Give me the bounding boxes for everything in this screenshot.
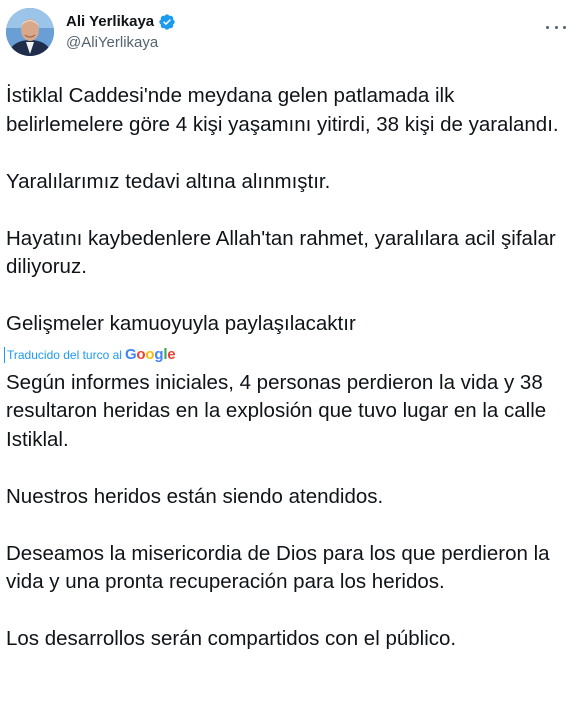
- original-text: [6, 82, 576, 339]
- display-name-row: [66, 12, 176, 32]
- translation-label: Traducido del turco al: [7, 347, 122, 362]
- translated-paragraph: Deseamos la misericordia de Dios para los que perdieron la vida y una pronta recuperación para los heridos.: [6, 541, 550, 593]
- original-paragraph: Yaralılarımız tedavi altına alınmıştır.: [6, 169, 331, 193]
- author-block: [66, 12, 176, 53]
- more-dot-icon: [563, 26, 566, 29]
- translation-attribution[interactable]: [4, 345, 576, 365]
- original-paragraph: Gelişmeler kamuoyuyla paylaşılacaktır: [6, 312, 356, 335]
- translated-paragraph: Según informes iniciales, 4 personas perdieron la vida y 38 resultaron heridas en la explosión que tuvo lugar en la calle Istiklal.: [6, 370, 547, 451]
- translation-divider: [4, 347, 5, 363]
- verified-badge-icon: [158, 13, 176, 31]
- tweet-header: [6, 8, 578, 64]
- original-paragraph: İstiklal Caddesi'nde meydana gelen patlamada ilk belirlemelere göre 4 kişi yaşamını yitirdi, 38 kişi de yaralandı.: [6, 84, 559, 136]
- avatar[interactable]: [6, 8, 54, 56]
- translated-text: [6, 369, 576, 654]
- more-options-icon[interactable]: [546, 20, 566, 34]
- translated-paragraph: Nuestros heridos están siendo atendidos.: [6, 484, 384, 508]
- translated-paragraph: Los desarrollos serán compartidos con el público.: [6, 627, 457, 650]
- original-paragraph: Hayatını kaybedenlere Allah'tan rahmet, yaralılara acil şifalar diliyoruz.: [6, 226, 556, 278]
- tweet-body: [6, 82, 576, 654]
- more-dot-icon: [546, 26, 549, 29]
- author-handle[interactable]: @AliYerlikaya: [66, 34, 159, 51]
- more-dot-icon: [555, 26, 558, 29]
- avatar-image: [6, 8, 54, 56]
- google-logo: Google: [124, 345, 176, 363]
- display-name[interactable]: Ali Yerlikaya: [66, 13, 155, 30]
